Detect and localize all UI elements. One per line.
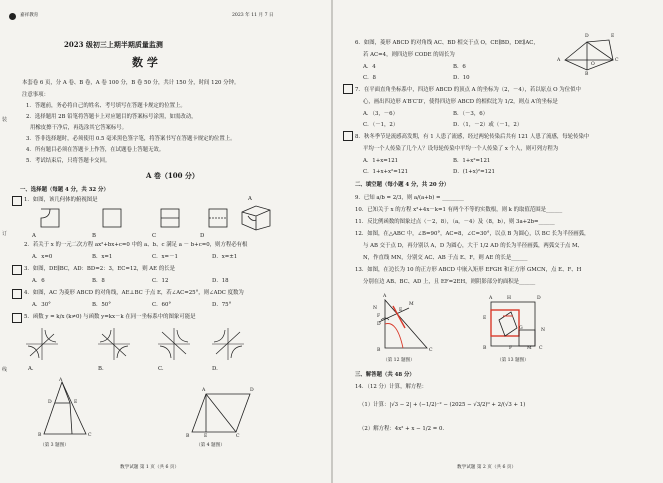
q2-option-d: D．x=±1 [212, 254, 238, 260]
fig4-label-e: E [204, 434, 208, 439]
question-13: 13．如图，在边长为 10 的正方形 ABCD 中嵌入矩形 EFGH 和正方形 GMCN，点 E、F、H [355, 267, 582, 273]
fig4-label-c: C [236, 434, 240, 439]
fig13-label-m: M [527, 346, 532, 351]
q5-option-c: C. [158, 366, 164, 372]
question-12: 12．如图，在△ABC 中，∠B=90°，AC=8，∠C=30°，以点 B 为圆心，以 BC 长为半径画弧， [355, 231, 590, 237]
q7-option-a: A．（3，－6） [363, 111, 399, 117]
q4-option-b: B．50° [92, 302, 111, 308]
question-4: 4．如图，AC 为菱形 ABCD 的对角线，AE⊥BC 于点 E，若∠AC=25°，则∠ADC 度数为 [24, 290, 244, 296]
instruction-line: 5．考试结束后，只将答题卡交回。 [26, 158, 111, 164]
fig13-label-d: D [537, 296, 541, 301]
question-2: 2．若关于 x 的一元二次方程 ax²+bx+c=0 中的 a、b、c 满足 a － b+c=0，则方程必有根 [24, 242, 248, 248]
question-14: 14．（12 分）计算，解方程： [355, 384, 428, 390]
binding-mark: 线 [2, 367, 8, 373]
fig4-label-a: A [202, 388, 206, 393]
fig13-caption: （第 13 题图） [497, 358, 529, 363]
school-name: 嘉祥教育 [20, 13, 39, 18]
question-14-1: （1）计算：|√3 − 2| + (−1/2)⁻² − (2025 − √3/2)⁰ + 2/(√3 + 1) [359, 402, 526, 408]
fig13-label-f: F [509, 346, 513, 351]
page-footer: 数学试题 第 1 页（共 6 页） [120, 465, 180, 470]
q3-option-c: C．12 [152, 278, 169, 284]
page-footer: 数学试题 第 2 页（共 6 页） [457, 465, 517, 470]
instruction-line: 3．答非选择题时，必须使用 0.5 毫米黑色签字笔，将答案书写在答题卡规定的位置上。 [26, 136, 236, 142]
fig12-label-a: A [383, 294, 387, 299]
fig12-caption: （第 12 题图） [383, 358, 415, 363]
subject-title: 数 学 [132, 56, 158, 69]
fig13-label-g: G [519, 326, 523, 331]
part1-header: 一、选择题（每题 4 分，共 32 分） [20, 187, 109, 193]
q8-option-a: A．1+x=121 [363, 158, 399, 164]
answer-box [12, 289, 22, 299]
q1-option-b-figure [102, 208, 122, 228]
fig12-label-b: B [377, 348, 381, 353]
fig3-label-b: B [38, 433, 42, 438]
question-11: 11．反比例函数的图象过点（－2，8），（a，－4）及（8，b），则 3a+2b=______ [355, 219, 555, 225]
instruction-line: 2．选择题用 2B 铅笔将答题卡上对应题目的答案标号涂黑，如需改动， [26, 114, 197, 120]
q4-option-a: A．30° [32, 302, 51, 308]
page-2 [333, 0, 663, 483]
q1-solid-figure [236, 202, 276, 230]
fig13-label-n: N [541, 328, 546, 333]
part3-header: 三、解答题（共 48 分） [355, 372, 415, 378]
answer-box [12, 313, 22, 323]
fig12-label-m: M [409, 302, 414, 307]
q13-figure [489, 300, 541, 352]
instruction-line: 1．答题前，务必将自己的姓名、考号填写在答题卡规定的位置上。 [26, 103, 186, 109]
fig13-label-h: H [507, 296, 512, 301]
question-12-cont: N，作直线 MN，分别交 AC、AB 于点 E、F，则 AE 的长是______ [363, 255, 528, 261]
fig3-label-a: A [59, 378, 63, 383]
binding-mark: 订 [2, 231, 8, 237]
q1-option-d-figure [208, 208, 228, 228]
q4-figure [188, 392, 258, 436]
q1-option-c-figure [160, 208, 180, 228]
q8-option-b: B．1+x²=121 [453, 158, 491, 164]
q8-option-c: C．1+x+x²=121 [363, 169, 409, 175]
fig3-label-e: E [74, 400, 78, 405]
q6-option-d: D．10 [453, 75, 470, 81]
fig6-label-a: A [557, 58, 561, 63]
fig3-caption: （第 3 题图） [40, 443, 69, 448]
question-9: 9．已知 a/b = 2/3，则 a/(a+b) = ________ [355, 195, 464, 201]
question-10: 10．已知关于 x 的方程 x²+4x－k=1 有两个不等的实数根，则 k 的取值范围是______ [355, 207, 563, 213]
q1-option-a-figure [40, 208, 60, 228]
answer-box [12, 265, 22, 275]
q7-option-d: D．（1，－2）或（－1，2） [453, 122, 523, 128]
q5-option-graphs [24, 326, 324, 366]
instruction-line: 本套卷 6 页，分 A 卷、B 卷，A 卷 100 分，B 卷 50 分，共计 150 分，时间 120 分钟。 [22, 80, 240, 86]
fig12-label-n: N [373, 306, 378, 311]
fig13-label-a: A [489, 296, 493, 301]
fig13-label-b: B [483, 346, 487, 351]
fig6-label-o: O [591, 62, 595, 67]
fig12-label-f: F [377, 314, 381, 319]
question-6-cont: 若 AC=4，则四边形 CODE 的周长为 [363, 52, 455, 58]
binding-mark: 装 [2, 117, 8, 123]
fig13-label-e: E [483, 316, 487, 321]
fig4-caption: （第 4 题图） [196, 443, 225, 448]
fig6-label-d: D [585, 34, 589, 39]
question-7: 7．在平面直角坐标系中，四边形 ABCD 的顶点 A 的坐标为（2，－4），若以原点 O 为位似中 [355, 87, 581, 93]
instruction-line: 注意事项： [22, 92, 49, 98]
q3-option-b: B．8 [92, 278, 105, 284]
q1-option-d: D [200, 233, 205, 239]
q5-option-a: A. [28, 366, 34, 372]
question-13-cont: 分别在边 AB、BC、AD 上，且 EF=2EH，则阴影部分的面积是______ [363, 279, 536, 285]
fig6-label-b: B [585, 72, 589, 77]
exam-date: 2023 年 11 月 7 日 [232, 13, 274, 18]
q2-option-b: B．x=1 [92, 254, 113, 260]
question-5: 5．函数 y = k/x (k≠0) 与函数 y=kx－k 在同一坐标系中的图象可能是 [24, 314, 196, 320]
fig6-label-c: C [615, 58, 619, 63]
fig13-label-c: C [539, 346, 543, 351]
question-6: 6．如图，菱形 ABCD 的对角线 AC、BD 相交于点 O，CE∥BD，DE∥AC， [355, 40, 539, 46]
part2-header: 二、填空题（每小题 4 分，共 20 分） [355, 182, 450, 188]
answer-box [12, 196, 22, 206]
instruction-line: 4．所有题目必须在答题卡上作答，在试题卷上答题无效。 [26, 147, 165, 153]
q1-option-c: C [152, 233, 157, 239]
q6-figure [561, 40, 621, 74]
fig12-label-d: D [377, 322, 381, 327]
q7-option-c: C．（－1，2） [363, 122, 399, 128]
fig1-label-a: A [248, 196, 252, 202]
fig12-label-c: C [429, 348, 433, 353]
question-8: 8．秋冬季节是流感高发期，有 1 人患了流感，经过两轮传染后共有 121 人患了流感，每轮传染中 [355, 134, 590, 140]
fig12-label-e: E [399, 308, 403, 313]
q5-option-b: B. [98, 366, 104, 372]
q1-option-a: A [32, 233, 36, 239]
q1-option-b: B [92, 233, 96, 239]
answer-box [343, 131, 353, 141]
question-12-cont: 与 AB 交于点 D，再分别以 A，D 为圆心，大于 1/2 AD 的长为半径画弧，两弧交于点 M、 [363, 243, 583, 249]
q6-option-b: B．6 [453, 64, 466, 70]
fig4-label-d: D [250, 388, 254, 393]
section-a-title: A 卷（100 分） [146, 171, 199, 180]
q6-option-c: C．8 [363, 75, 376, 81]
q2-option-c: C．x=－1 [152, 254, 178, 260]
q2-option-a: A．x=0 [32, 254, 53, 260]
school-logo-icon [9, 13, 16, 20]
fig4-label-b: B [186, 434, 190, 439]
q7-option-b: B．（－3，6） [453, 111, 489, 117]
q3-option-a: A．6 [32, 278, 45, 284]
q5-option-d: D. [212, 366, 218, 372]
q3-figure [42, 380, 92, 440]
q6-option-a: A．4 [363, 64, 376, 70]
exam-title: 2023 级初三上期半期质量监测 [64, 40, 163, 49]
fig6-label-e: E [611, 34, 615, 39]
q4-option-c: C．60° [152, 302, 172, 308]
q4-option-d: D．75° [212, 302, 232, 308]
instruction-line: 用橡皮擦干净后，再选涂其它答案标号。 [30, 125, 128, 131]
answer-box [343, 84, 353, 94]
question-3: 3．如图，DE∥BC，AD：BD=2：3，EC=12，则 AE 的长是 [24, 266, 176, 272]
fig3-label-d: D [48, 400, 52, 405]
question-7-cont: 心，画出四边形 A′B′C′D′，使得四边形 ABCD 的相似比为 1/2，则点 A′的坐标是 [363, 99, 558, 105]
question-8-cont: 平均一个人传染了几个人？设每轮传染中平均一个人传染了 x 个人，则可列方程为 [363, 146, 559, 152]
q3-option-d: D．18 [212, 278, 229, 284]
fig3-label-c: C [88, 433, 92, 438]
question-14-2: （2）解方程：4x² + x − 1/2 = 0. [359, 426, 445, 432]
question-1: 1．如图，该几何体的俯视图是 [24, 197, 98, 203]
q8-option-d: D．(1+x)²=121 [453, 169, 495, 175]
